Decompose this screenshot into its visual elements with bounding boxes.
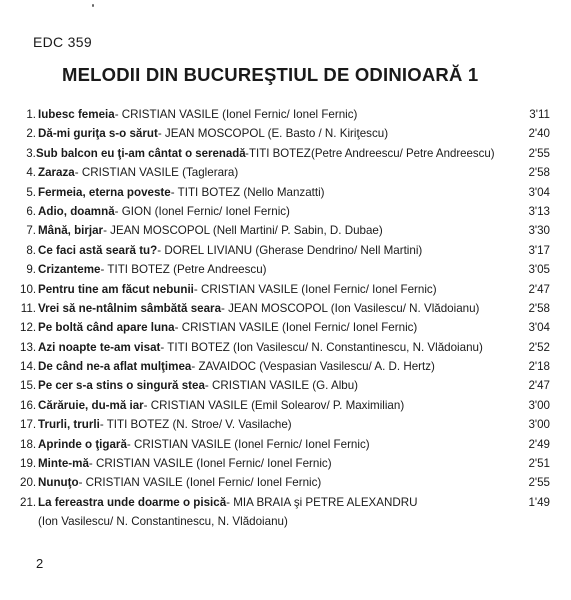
print-speck xyxy=(92,4,94,7)
track-row xyxy=(20,144,550,163)
track-number: 17. xyxy=(20,418,37,432)
track-artist: CRISTIAN VASILE xyxy=(92,457,194,471)
track-separator: - xyxy=(114,204,119,218)
track-separator: - xyxy=(204,379,209,393)
track-duration: 3'13 xyxy=(528,204,550,218)
track-credits: (Ionel Fernic/ Ionel Fernic) xyxy=(231,437,370,451)
track-row xyxy=(20,473,550,492)
track-separator: - xyxy=(193,282,198,296)
track-separator: - xyxy=(74,166,79,180)
track-credits: (Gherase Dendrino/ Nell Martini) xyxy=(252,243,423,257)
track-number: 4. xyxy=(26,166,36,180)
track-artist: DOREL LIVIANU xyxy=(161,243,253,257)
track-artist: ZAVAIDOC xyxy=(195,360,256,374)
track-number: 3. xyxy=(26,146,36,160)
track-number: 16. xyxy=(20,398,37,412)
track-separator: - xyxy=(114,108,119,121)
track-duration: 3'05 xyxy=(528,263,550,277)
album-title: MELODII DIN BUCUREŞTIUL DE ODINIOARĂ 1 xyxy=(62,64,479,85)
track-artist: TITI BOTEZ xyxy=(164,340,230,354)
track-artist: JEAN MOSCOPOL xyxy=(224,301,328,315)
track-separator: - xyxy=(245,146,250,160)
track-number: 8. xyxy=(26,243,36,257)
track-list xyxy=(20,105,550,532)
track-number: 11. xyxy=(20,301,36,315)
catalog-number: EDC 359 xyxy=(33,34,92,50)
track-artist: TITI BOTEZ xyxy=(249,146,312,160)
track-artist: CRISTIAN VASILE xyxy=(147,398,248,412)
track-row xyxy=(20,435,550,454)
track-credits: (G. Albu) xyxy=(309,379,359,393)
track-separator: - xyxy=(157,127,162,141)
track-song-title: Pe cer s-a stins o singură stea xyxy=(38,379,205,393)
track-song-title: Cărăruie, du-mă iar xyxy=(38,398,144,412)
track-artist: CRISTIAN VASILE xyxy=(197,282,299,296)
track-number: 15. xyxy=(20,379,37,393)
track-number: 10. xyxy=(20,282,37,296)
page-number: 2 xyxy=(36,556,44,571)
track-song-title: Trurli, trurli xyxy=(38,418,100,432)
track-credits: (Ionel Fernic/ Ionel Fernic) xyxy=(218,108,358,121)
track-row xyxy=(20,396,550,415)
track-number: 12. xyxy=(20,321,37,335)
track-song-title: La fereastra unde doarme o pisică xyxy=(38,495,227,509)
track-number: 1. xyxy=(26,108,36,121)
track-separator: - xyxy=(78,476,83,490)
track-row xyxy=(20,183,550,202)
track-credits: (Taglerara) xyxy=(178,166,239,180)
track-duration: 3'11 xyxy=(529,108,550,121)
track-separator: - xyxy=(191,360,196,374)
track-song-title: Zaraza xyxy=(38,166,75,180)
track-song-title: De când ne-a aflat mulţimea xyxy=(38,360,192,374)
track-separator: - xyxy=(88,457,93,471)
track-song-title: Minte-mă xyxy=(38,457,89,471)
track-credits: (Ion Vasilescu/ N. Constantinescu, N. Vlădoianu) xyxy=(229,340,483,354)
track-number: 9. xyxy=(26,263,36,277)
track-duration: 3'04 xyxy=(528,321,550,335)
track-duration: 2'40 xyxy=(528,127,550,141)
track-song-title: Fermeia, eterna poveste xyxy=(38,185,171,199)
track-duration: 2'47 xyxy=(528,282,550,296)
track-number: 19. xyxy=(20,457,37,471)
track-row xyxy=(20,338,550,357)
track-song-title: Iubesc femeia xyxy=(38,108,115,121)
track-separator: - xyxy=(160,340,165,354)
track-song-title: Vrei să ne-ntâlnim sâmbătă seara xyxy=(38,301,222,315)
track-artist: CRISTIAN VASILE xyxy=(130,437,232,451)
track-duration: 3'00 xyxy=(528,398,550,412)
track-number: 7. xyxy=(26,224,36,238)
track-song-title: Azi noapte te-am visat xyxy=(38,340,161,354)
track-artist: JEAN MOSCOPOL xyxy=(161,127,265,141)
track-duration: 3'17 xyxy=(528,243,550,257)
track-credits: (Ion Vasilescu/ N. Constantinescu, N. Vlădoianu) xyxy=(38,515,288,529)
track-number: 2. xyxy=(26,127,36,141)
track-separator: - xyxy=(103,224,107,238)
track-separator: - xyxy=(157,243,162,257)
track-row xyxy=(20,318,550,337)
track-duration: 3'30 xyxy=(528,224,550,238)
track-row xyxy=(20,299,550,318)
track-number: 14. xyxy=(20,360,37,374)
track-credits: (Ionel Fernic/ Ionel Fernic) xyxy=(193,457,332,471)
track-row xyxy=(20,163,550,182)
track-row xyxy=(20,280,550,299)
track-row xyxy=(20,357,550,376)
track-credits: (Emil Solearov/ P. Maximilian) xyxy=(247,398,405,412)
track-artist: GION xyxy=(118,204,152,218)
track-credits: (N. Stroe/ V. Vasilache) xyxy=(169,418,292,432)
track-credits: (Nello Manzatti) xyxy=(240,185,325,199)
track-song-title: Adio, doamnă xyxy=(38,204,115,218)
track-row xyxy=(20,415,550,434)
track-row xyxy=(20,241,550,260)
track-artist: CRISTIAN VASILE xyxy=(208,379,310,393)
track-separator: - xyxy=(174,321,179,335)
track-duration: 1'49 xyxy=(528,495,550,509)
track-number: 21. xyxy=(20,495,37,509)
track-duration: 3'04 xyxy=(528,185,550,199)
track-credits: (Ion Vasilescu/ N. Vlădoianu) xyxy=(327,301,480,315)
track-separator: - xyxy=(226,495,231,509)
track-credits: (Ionel Fernic/ Ionel Fernic) xyxy=(151,204,290,218)
track-credits: (Vespasian Vasilescu/ A. D. Hertz) xyxy=(255,360,435,374)
track-credits: (Ionel Fernic/ Ionel Fernic) xyxy=(298,282,437,296)
track-row xyxy=(20,260,550,279)
track-song-title: Pe boltă când apare luna xyxy=(38,321,175,335)
track-duration: 2'58 xyxy=(528,301,550,315)
track-credits: (Petre Andreescu) xyxy=(169,263,267,277)
track-number: 6. xyxy=(26,204,36,218)
track-credits: (Nell Martini/ P. Sabin, D. Dubae) xyxy=(209,224,383,238)
track-duration: 2'52 xyxy=(528,340,550,354)
track-artist: CRISTIAN VASILE xyxy=(118,108,219,121)
track-credits: (E. Basto / N. Kiriţescu) xyxy=(264,127,389,141)
track-song-title: Pentru tine am făcut nebunii xyxy=(38,282,194,296)
track-separator: - xyxy=(100,263,105,277)
track-song-title: Ce faci astă seară tu? xyxy=(38,243,158,257)
track-credits: (Ionel Fernic/ Ionel Fernic) xyxy=(182,476,322,490)
track-artist: MIA BRAIA şi PETRE ALEXANDRU xyxy=(230,495,418,509)
track-row xyxy=(20,454,550,473)
track-row xyxy=(20,105,550,124)
track-song-title: Aprinde o ţigară xyxy=(38,437,127,451)
track-artist: TITI BOTEZ xyxy=(104,263,170,277)
track-artist: CRISTIAN VASILE xyxy=(178,321,279,335)
track-artist: TITI BOTEZ xyxy=(174,185,241,199)
track-number: 18. xyxy=(20,437,37,451)
track-number: 20. xyxy=(20,476,37,490)
track-artist: CRISTIAN VASILE xyxy=(82,476,183,490)
track-separator: - xyxy=(99,418,104,432)
track-row xyxy=(20,493,550,512)
track-row xyxy=(20,376,550,395)
track-artist: JEAN MOSCOPOL xyxy=(106,224,210,238)
track-number: 5. xyxy=(26,185,36,199)
track-song-title: Dă-mi guriţa s-o sărut xyxy=(38,127,158,141)
track-credits: (Ionel Fernic/ Ionel Fernic) xyxy=(278,321,418,335)
track-song-title: Nunuţo xyxy=(38,476,79,490)
track-row xyxy=(20,202,550,221)
track-song-title: Crizanteme xyxy=(38,263,101,277)
track-separator: - xyxy=(221,301,225,315)
track-duration: 3'00 xyxy=(528,418,550,432)
track-duration: 2'18 xyxy=(528,360,550,374)
track-duration: 2'55 xyxy=(528,476,550,490)
track-duration: 2'49 xyxy=(528,437,550,451)
track-song-title: Mână, birjar xyxy=(38,224,104,238)
track-row xyxy=(20,124,550,143)
track-separator: - xyxy=(126,437,131,451)
track-artist: TITI BOTEZ xyxy=(103,418,170,432)
track-separator: - xyxy=(143,398,148,412)
track-song-title: Sub balcon eu ţi-am cântat o serenadă xyxy=(35,146,246,160)
track-duration: 2'58 xyxy=(528,166,550,180)
track-credits-continuation xyxy=(20,512,550,531)
track-duration: 2'55 xyxy=(528,146,550,160)
track-artist: CRISTIAN VASILE xyxy=(78,166,179,180)
track-duration: 2'51 xyxy=(528,457,550,471)
track-row xyxy=(20,221,550,240)
track-duration: 2'47 xyxy=(528,379,550,393)
track-number: 13. xyxy=(20,340,37,354)
track-separator: - xyxy=(170,185,175,199)
track-credits: (Petre Andreescu/ Petre Andreescu) xyxy=(311,146,495,160)
